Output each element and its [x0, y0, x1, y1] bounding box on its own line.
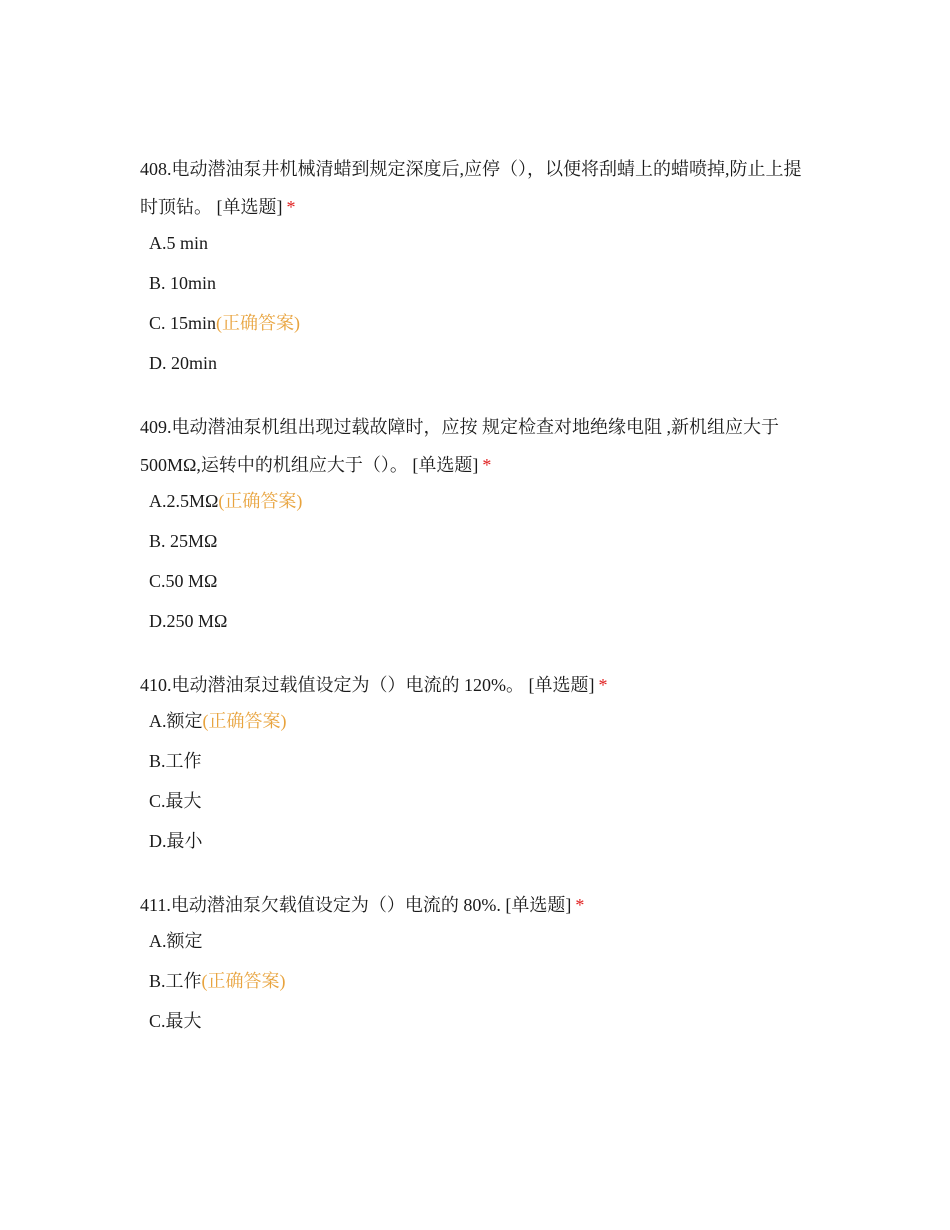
question-text: 410.电动潜油泵过载值设定为（）电流的 120%。 [单选题]: [140, 675, 595, 695]
option-a[interactable]: [149, 232, 810, 272]
option-text: D. 20min: [149, 353, 218, 373]
option-c[interactable]: [149, 1010, 810, 1050]
option-a[interactable]: [149, 930, 810, 970]
option-text: A.额定: [149, 931, 203, 951]
spacer: [140, 650, 810, 666]
option-c[interactable]: [149, 570, 810, 610]
option-list: [140, 930, 810, 1050]
question-text: 409.电动潜油泵机组出现过载故障时，应按 规定检查对地绝缘电阻 ,新机组应大于500MΩ,运转中的机组应大于（）。 [单选题]: [140, 417, 779, 475]
question-list: [140, 150, 810, 1050]
option-b[interactable]: [149, 272, 810, 312]
question-text: 408.电动潜油泵井机械清蜡到规定深度后,应停（），以便将刮蜻上的蜡喷掉,防止上提时顶钻。 [单选题]: [140, 159, 802, 217]
question-411: [140, 886, 810, 1050]
required-star: *: [598, 675, 608, 695]
option-text: A.5 min: [149, 233, 209, 253]
option-d[interactable]: [149, 830, 810, 870]
spacer: [140, 392, 810, 408]
question-409: [140, 408, 810, 666]
option-text: B.工作: [149, 751, 202, 771]
option-text: C.最大: [149, 1011, 202, 1031]
option-b[interactable]: [149, 970, 810, 1010]
option-d[interactable]: [149, 610, 810, 650]
required-star: *: [575, 895, 585, 915]
question-title: [140, 150, 810, 226]
option-text: B. 25MΩ: [149, 531, 218, 551]
option-list: [140, 232, 810, 392]
option-list: [140, 710, 810, 870]
required-star: *: [286, 197, 296, 217]
correct-answer-mark: (正确答案): [216, 313, 301, 333]
option-text: B. 10min: [149, 273, 217, 293]
correct-answer-mark: (正确答案): [218, 491, 303, 511]
option-text: D.250 MΩ: [149, 611, 228, 631]
required-star: *: [482, 455, 492, 475]
option-text: A.额定: [149, 711, 203, 731]
question-text: 411.电动潜油泵欠载值设定为（）电流的 80%. [单选题]: [140, 895, 572, 915]
question-410: [140, 666, 810, 886]
option-text: B.工作: [149, 971, 202, 991]
question-408: [140, 150, 810, 408]
correct-answer-mark: (正确答案): [202, 711, 287, 731]
option-a[interactable]: [149, 490, 810, 530]
option-list: [140, 490, 810, 650]
option-text: D.最小: [149, 831, 203, 851]
question-title: [140, 666, 810, 704]
spacer: [140, 870, 810, 886]
option-c[interactable]: [149, 312, 810, 352]
question-title: [140, 408, 810, 484]
option-d[interactable]: [149, 352, 810, 392]
option-text: A.2.5MΩ: [149, 491, 219, 511]
option-c[interactable]: [149, 790, 810, 830]
correct-answer-mark: (正确答案): [201, 971, 286, 991]
option-text: C.50 MΩ: [149, 571, 218, 591]
option-b[interactable]: [149, 530, 810, 570]
option-text: C. 15min: [149, 313, 217, 333]
question-title: [140, 886, 810, 924]
option-b[interactable]: [149, 750, 810, 790]
option-a[interactable]: [149, 710, 810, 750]
option-text: C.最大: [149, 791, 202, 811]
